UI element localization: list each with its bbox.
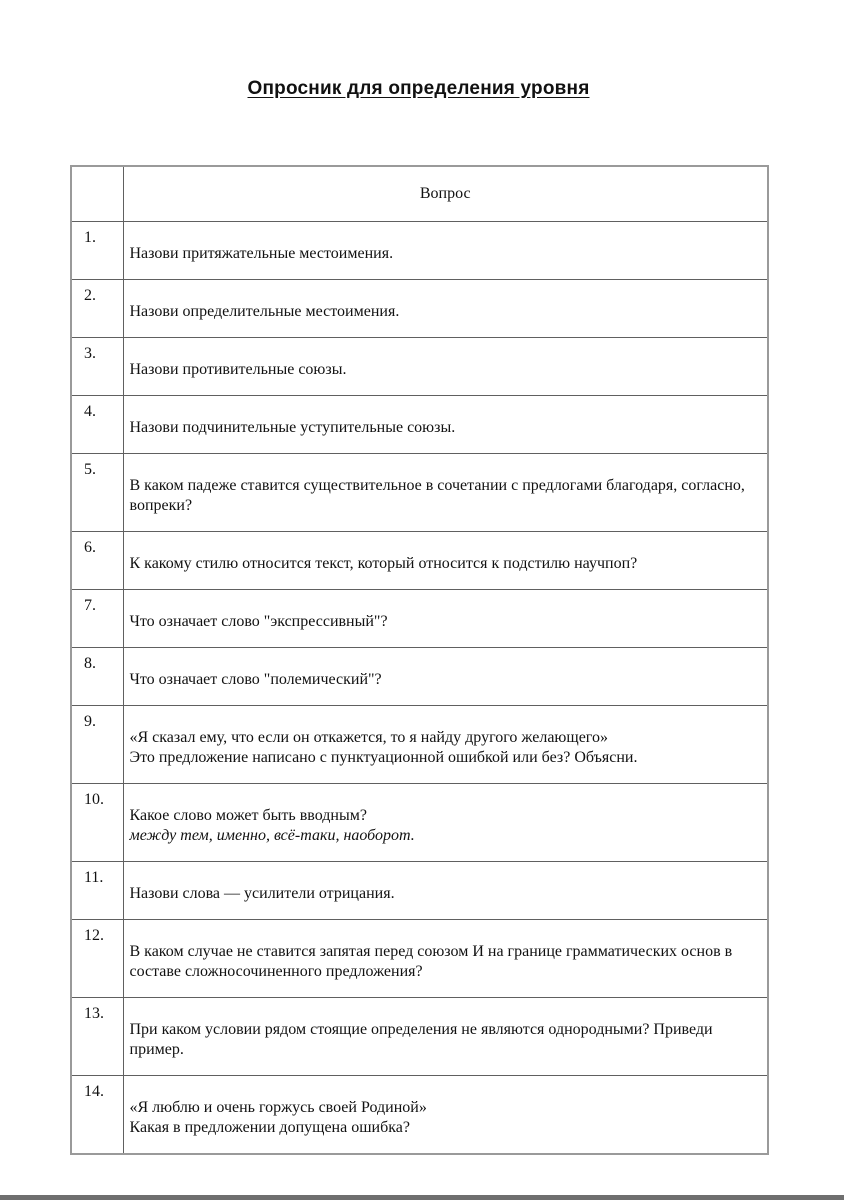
row-question [123, 590, 768, 648]
row-number: 6. [71, 532, 123, 590]
question-line: Какое слово может быть вводным? [129, 807, 367, 824]
table-row [71, 396, 768, 454]
question-line: «Я сказал ему, что если он откажется, то я найду другого желающего» [129, 729, 608, 746]
row-number: 13. [71, 998, 123, 1076]
row-question [123, 222, 768, 280]
table-row [71, 862, 768, 920]
row-number: 10. [71, 784, 123, 862]
question-line: пример. [129, 1041, 184, 1058]
table-row [71, 280, 768, 338]
row-question [123, 532, 768, 590]
row-number: 7. [71, 590, 123, 648]
table-header-row [71, 166, 768, 222]
question-table [70, 165, 769, 1155]
table-row [71, 338, 768, 396]
row-number: 5. [71, 454, 123, 532]
table-row [71, 998, 768, 1076]
table-row [71, 222, 768, 280]
question-line: В каком случае не ставится запятая перед союзом И на границе грамматических основ в [129, 943, 733, 960]
question-line: «Я люблю и очень горжусь своей Родиной» [129, 1099, 427, 1116]
row-question [123, 1076, 768, 1155]
row-question [123, 784, 768, 862]
question-line: При каком условии рядом стоящие определения не являются однородными? Приведи [129, 1021, 713, 1038]
row-number: 8. [71, 648, 123, 706]
row-number: 14. [71, 1076, 123, 1155]
question-line: Это предложение написано с пунктуационной ошибкой или без? Объясни. [129, 749, 638, 766]
table-row [71, 920, 768, 998]
page-bottom-divider [0, 1195, 844, 1200]
question-line: Назови слова — усилители отрицания. [129, 885, 395, 902]
row-number: 1. [71, 222, 123, 280]
table-row [71, 706, 768, 784]
table-row [71, 454, 768, 532]
table-row [71, 590, 768, 648]
row-question [123, 998, 768, 1076]
row-question [123, 862, 768, 920]
page-title: Опросник для определения уровня [247, 78, 590, 99]
row-question [123, 648, 768, 706]
table-row [71, 532, 768, 590]
question-line: Что означает слово "экспрессивный"? [129, 613, 388, 630]
question-line: между тем, именно, всё-таки, наоборот. [129, 827, 415, 844]
row-question [123, 280, 768, 338]
row-question [123, 454, 768, 532]
question-line: составе сложносочиненного предложения? [129, 963, 423, 980]
row-number: 4. [71, 396, 123, 454]
row-question [123, 920, 768, 998]
question-line: Назови противительные союзы. [129, 361, 347, 378]
question-line: Что означает слово "полемический"? [129, 671, 382, 688]
question-line: Какая в предложении допущена ошибка? [129, 1119, 410, 1136]
question-line: К какому стилю относится текст, который относится к подстилю научпоп? [129, 555, 638, 572]
row-question [123, 396, 768, 454]
table-row [71, 784, 768, 862]
question-line: Назови притяжательные местоимения. [129, 245, 394, 262]
row-number: 3. [71, 338, 123, 396]
row-number: 11. [71, 862, 123, 920]
header-question-cell: Вопрос [123, 166, 768, 222]
row-question [123, 706, 768, 784]
question-line: В каком падеже ставится существительное в сочетании с предлогами благодаря, согласно, [129, 477, 745, 494]
question-line: Назови подчинительные уступительные союзы. [129, 419, 456, 436]
question-line: Назови определительные местоимения. [129, 303, 400, 320]
row-number: 9. [71, 706, 123, 784]
table-row [71, 1076, 768, 1155]
question-line: вопреки? [129, 497, 193, 514]
row-number: 2. [71, 280, 123, 338]
row-question [123, 338, 768, 396]
row-number: 12. [71, 920, 123, 998]
table-row [71, 648, 768, 706]
header-number-cell [71, 166, 123, 222]
